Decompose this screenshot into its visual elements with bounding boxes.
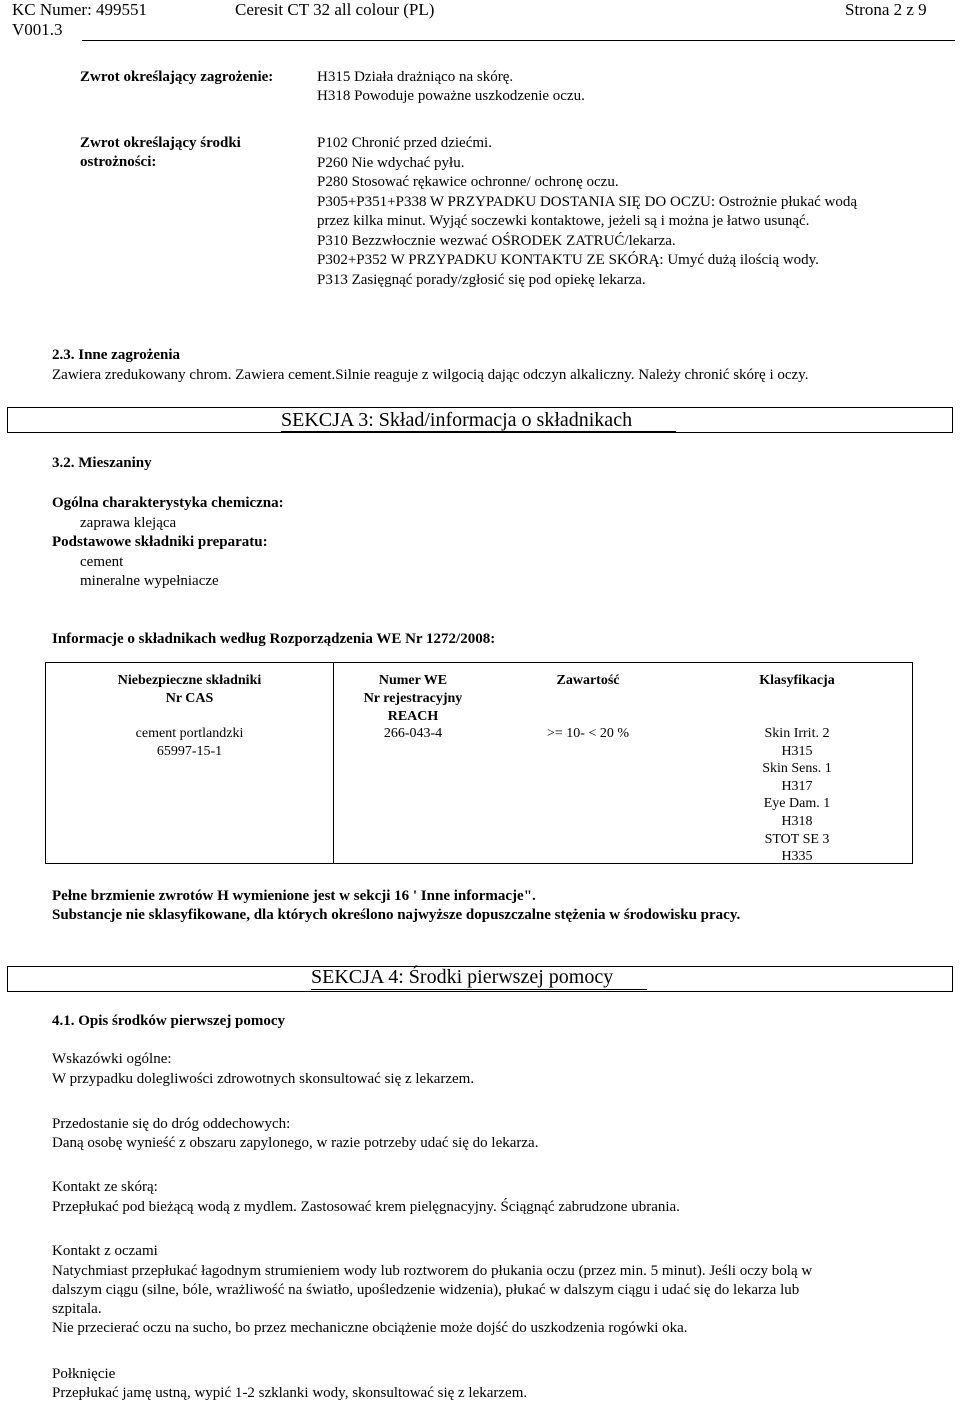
version: V001.3 xyxy=(12,20,63,39)
kc-number: KC Numer: 499551 xyxy=(12,0,148,19)
eye-contact-label: Kontakt z oczami xyxy=(52,1243,158,1259)
inhalation-text: Daną osobę wynieść z obszaru zapylonego, w razie potrzeby udać się do lekarza. xyxy=(52,1135,539,1151)
precaution-line: P260 Nie wdychać pyłu. xyxy=(317,154,465,171)
header-classification: Klasyfikacja xyxy=(759,673,835,688)
precaution-line: przez kilka minut. Wyjąć soczewki kontaktowe, jeżeli są i można je łatwo usunąć. xyxy=(317,213,810,229)
hazard-statements xyxy=(317,68,585,106)
basic-component-item: cement xyxy=(80,554,124,570)
general-advice-text: W przypadku dolegliwości zdrowotnych skonsultować się z lekarzem. xyxy=(52,1071,475,1087)
precaution-line: P305+P351+P338 W PRZYPADKU DOSTANIA SIĘ DO OCZU: Ostrożnie płukać wodą xyxy=(317,193,858,210)
first-aid-heading: 4.1. Opis środków pierwszej pomocy xyxy=(52,1013,286,1029)
product-name: Ceresit CT 32 all colour (PL) xyxy=(235,0,435,19)
ingestion-label: Połknięcie xyxy=(52,1366,116,1382)
general-char-label: Ogólna charakterystyka chemiczna: xyxy=(52,495,284,511)
header-rule xyxy=(82,40,955,41)
eye-contact-text: Natychmiast przepłukać łagodnym strumieniem wody lub roztworem do płukania oczu (przez min. 5 minut). Jeśli oczy bolą w dalszym ciągu (silne, bóle, wrażliwość na światło, upośledzenie widzenia), płukać w dalszym ciągu i udać się do lekarza lub szpitala. Nie przecierać oczu na sucho, bo przez mechaniczne obciążenie może dojść do uszkodzenia rogówki oka. xyxy=(52,1263,813,1336)
hazard-line: H318 Powoduje poważne uszkodzenie oczu. xyxy=(317,88,585,104)
page-number: Strona 2 z 9 xyxy=(845,0,927,19)
precaution-label: Zwrot określający środki ostrożności: xyxy=(80,135,241,170)
basic-component-item: mineralne wypełniacze xyxy=(80,573,219,589)
row-ec-number: 266-043-4 xyxy=(383,726,443,741)
header-content: Zawartość xyxy=(556,673,620,688)
row-content: >= 10- < 20 % xyxy=(546,726,629,741)
section3-title: SEKCJA 3: Skład/informacja o składnikach xyxy=(281,409,633,431)
section3-title-underline xyxy=(281,431,676,432)
regulation-heading: Informacje o składnikach według Rozporządzenia WE Nr 1272/2008: xyxy=(52,631,496,647)
mixtures-heading: 3.2. Mieszaniny xyxy=(52,455,152,471)
precaution-line: P313 Zasięgnąć porady/zgłosić się pod opiekę lekarza. xyxy=(317,271,646,288)
basic-components-label: Podstawowe składniki preparatu: xyxy=(52,534,268,550)
general-advice-label: Wskazówki ogólne: xyxy=(52,1051,172,1067)
precaution-statements xyxy=(317,134,857,290)
precaution-line: P280 Stosować rękawice ochronne/ ochronę oczu. xyxy=(317,174,619,190)
other-hazards-text: Zawiera zredukowany chrom. Zawiera cement.Silnie reaguje z wilgocią dając odczyn alkaliczny. Należy chronić skórę i oczy. xyxy=(52,367,809,383)
ingestion-text: Przepłukać jamę ustną, wypić 1-2 szklanki wody, skonsultować się z lekarzem. xyxy=(52,1385,528,1401)
header-components: Niebezpieczne składniki Nr CAS xyxy=(117,673,262,706)
other-hazards-heading: 2.3. Inne zagrożenia xyxy=(52,347,181,363)
components-table xyxy=(45,662,913,864)
hazard-label: Zwrot określający zagrożenie: xyxy=(80,69,274,85)
general-char-value: zaprawa klejąca xyxy=(80,515,177,531)
row-component: cement portlandzki 65997-15-1 xyxy=(135,726,244,759)
section4-title: SEKCJA 4: Środki pierwszej pomocy xyxy=(311,966,614,988)
h-phrases-note: Pełne brzmienie zwrotów H wymienione jest w sekcji 16 ' Inne informacje". xyxy=(52,888,536,904)
precaution-line: P310 Bezzwłocznie wezwać OŚRODEK ZATRUĆ/lekarza. xyxy=(317,232,676,249)
header-ec-number: Numer WE Nr rejestracyjny REACH xyxy=(363,673,463,724)
inhalation-label: Przedostanie się do dróg oddechowych: xyxy=(52,1116,291,1132)
precaution-line: P302+P352 W PRZYPADKU KONTAKTU ZE SKÓRĄ: Umyć dużą ilością wody. xyxy=(317,252,819,268)
hazard-line: H315 Działa drażniąco na skórę. xyxy=(317,69,514,85)
skin-contact-text: Przepłukać pod bieżącą wodą z mydlem. Zastosować krem pielęgnacyjny. Ściągnąć zabrudzone ubrania. xyxy=(52,1199,680,1215)
skin-contact-label: Kontakt ze skórą: xyxy=(52,1179,158,1195)
row-classification: Skin Irrit. 2 H315 Skin Sens. 1 H317 Eye Dam. 1 H318 STOT SE 3 H335 xyxy=(762,726,832,865)
precaution-line: P102 Chronić przed dziećmi. xyxy=(317,135,492,151)
section4-title-underline xyxy=(311,989,647,990)
unclassified-note: Substancje nie sklasyfikowane, dla których określono najwyższe dopuszczalne stężenia w środowisku pracy. xyxy=(52,907,741,923)
